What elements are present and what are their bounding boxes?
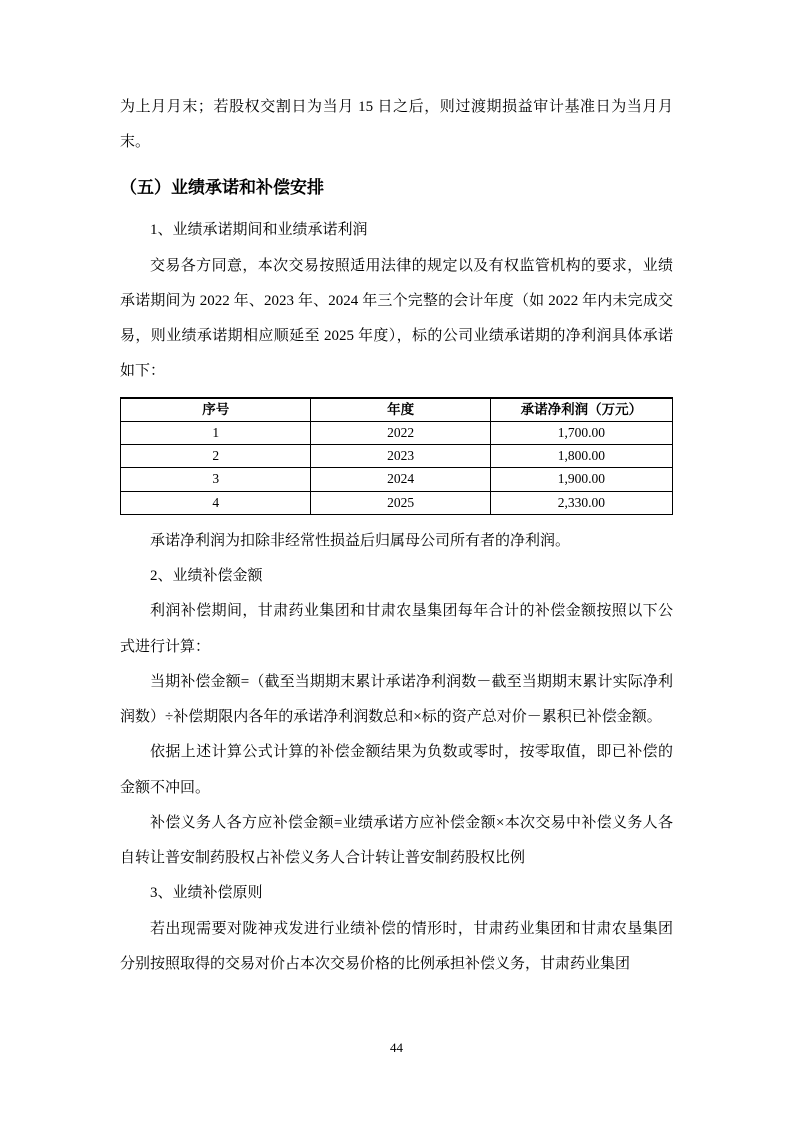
table-row [121,468,673,491]
table-row [121,491,673,514]
table-cell-profit: 1,900.00 [490,468,672,491]
subsection-3-title: 3、业绩补偿原则 [150,885,263,902]
page-number: 44 [390,1040,403,1055]
table-cell-profit: 2,330.00 [490,491,672,514]
paragraph-obligor-share-formula: 补偿义务人各方应补偿金额=业绩承诺方应补偿金额×本次交易中补偿义务人各自转让普安制药股权占补偿义务人合计转让普安制药股权比例 [120,814,673,867]
paragraph-continuation: 为上月月末；若股权交割日为当月 15 日之后，则过渡期损益审计基准日为当月月末。 [120,99,673,151]
paragraph-compensation-principle: 若出现需要对陇神戎发进行业绩补偿的情形时，甘肃药业集团和甘肃农垦集团分别按照取得的交易对价占本次交易价格的比例承担补偿义务，甘肃药业集团 [120,920,673,972]
table-cell-year: 2023 [311,445,490,468]
profit-commitment-table [120,397,673,515]
table-cell-seq: 4 [121,491,311,514]
paragraph-zero-value-rule: 依据上述计算公式计算的补偿金额结果为负数或零时，按零取值，即已补偿的金额不冲回。 [120,744,673,796]
col-header-year: 年度 [311,398,490,422]
paragraph-net-profit-definition: 承诺净利润为扣除非经常性损益后归属母公司所有者的净利润。 [150,532,571,549]
table-cell-year: 2025 [311,491,490,514]
subsection-1-title: 1、业绩承诺期间和业绩承诺利润 [150,222,368,239]
col-header-seq: 序号 [121,398,311,422]
table-cell-seq: 3 [121,468,311,491]
table-cell-year: 2022 [311,421,490,444]
table-header-row [121,398,673,422]
table-cell-profit: 1,700.00 [490,421,672,444]
table-cell-year: 2024 [311,468,490,491]
paragraph-compensation-intro: 利润补偿期间，甘肃药业集团和甘肃农垦集团每年合计的补偿金额按照以下公式进行计算： [120,603,673,655]
table-row [121,445,673,468]
paragraph-compensation-formula: 当期补偿金额=（截至当期期末累计承诺净利润数－截至当期期末累计实际净利润数）÷补偿期限内各年的承诺净利润数总和×标的资产总对价－累积已补偿金额。 [120,673,673,726]
subsection-2-title: 2、业绩补偿金额 [150,568,263,585]
table-cell-profit: 1,800.00 [490,445,672,468]
col-header-profit: 承诺净利润（万元） [490,398,672,422]
table-cell-seq: 2 [121,445,311,468]
section-heading: （五）业绩承诺和补偿安排 [120,177,324,197]
table-row [121,421,673,444]
table-cell-seq: 1 [121,421,311,444]
paragraph-commitment-period: 交易各方同意，本次交易按照适用法律的规定以及有权监管机构的要求，业绩承诺期间为 2022 年、2023 年、2024 年三个完整的会计年度（如 2022 年内未完成交易，则业绩承诺期相应顺延至 2025 年度），标的公司业绩承诺期的净利润具体承诺如下： [120,257,673,380]
